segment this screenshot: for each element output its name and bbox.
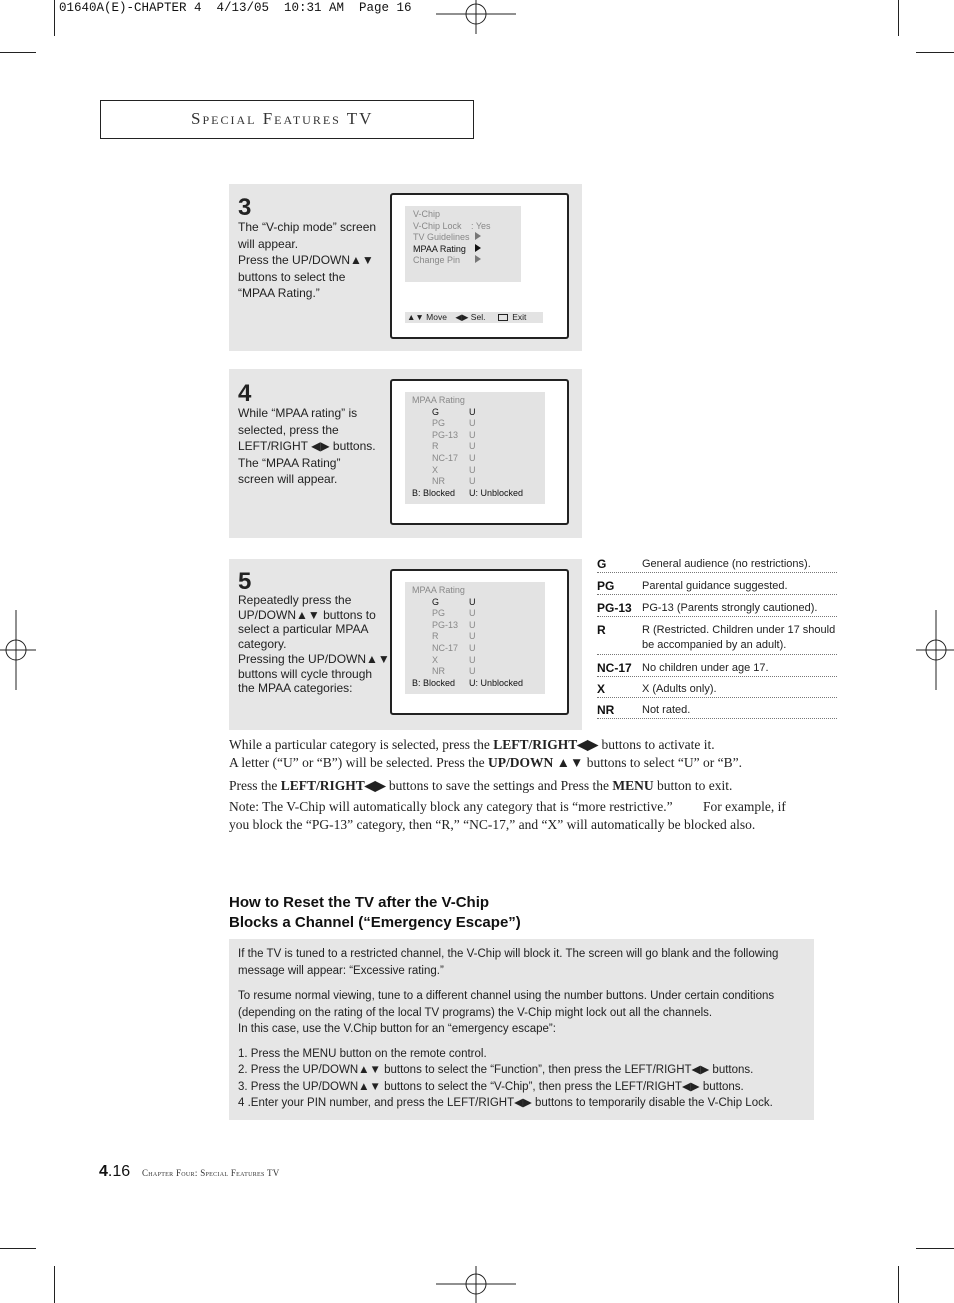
menu-item-vchip-lock: V-Chip Lock : Yes [413,220,491,231]
glossary-row: PG Parental guidance suggested. [597,573,837,595]
glossary-row: NR Not rated. [597,698,837,719]
arrow-right-icon [475,255,481,263]
step-number: 5 [238,568,252,595]
rating-row: PG U [432,418,476,429]
menu-title: MPAA Rating [412,395,465,405]
glossary-row: NC-17 No children under age 17. [597,655,837,677]
rating-row: NC-17 U [432,642,476,653]
section-heading: How to Reset the TV after the V-Chip Blocks a Channel (“Emergency Escape”) [229,894,521,931]
crop-mark [0,1248,36,1249]
arrow-right-icon [475,232,481,240]
rating-row: R U [432,441,476,452]
crop-mark [54,1266,55,1303]
step-text: Repeatedly press the UP/DOWN▲▼ buttons to select a particular MPAA category. Pressing the UP/DOWN▲▼ buttons will cycle through the MPAA categories: [238,593,390,696]
crop-mark [916,52,954,53]
step-4-panel [229,369,582,538]
rating-legend: B: Blocked U: Unblocked [412,487,524,498]
menu-item-mpaa-rating: MPAA Rating [413,244,521,256]
registration-mark [436,0,516,34]
step-3-panel [229,184,582,351]
note-paragraph: Note: The V-Chip will automatically block any category that is “more restrictive.” For example, if you block the “PG-13” category, then “R,” “NC-17,” and “X” will automatically be blocked also. [229,799,790,832]
rating-row: PG-13 U [432,429,476,440]
crop-mark [0,52,36,53]
reset-step: 4 .Enter your PIN number, and press the LEFT/RIGHT◀▶ buttons to temporarily disable the V-Chip Lock. [238,1097,773,1109]
reset-step: 2. Press the UP/DOWN▲▼ buttons to select the “Function”, then press the LEFT/RIGHT◀▶ buttons. [238,1064,754,1076]
rating-legend: B: Blocked U: Unblocked [412,677,524,688]
crop-mark [898,0,899,36]
glossary-row: PG-13 PG-13 (Parents strongly cautioned). [597,595,837,617]
registration-mark [0,610,36,690]
section-header [100,100,474,139]
rating-row: NR U [432,666,476,677]
rating-glossary [597,556,837,719]
instruction-paragraph: Press the LEFT/RIGHT◀▶ buttons to save the settings and Press the MENU button to exit. [229,778,733,793]
rating-row: X U [432,464,476,475]
vchip-menu [405,206,521,282]
menu-footer: ▲▼ Move ◀▶ Sel. Exit [405,312,543,323]
glossary-row: X X (Adults only). [597,677,837,698]
tv-screen [390,569,569,715]
rating-row: PG-13 U [432,619,476,630]
print-slug: 01640A(E)-CHAPTER 4 4/13/05 10:31 AM Page 16 [59,1,412,15]
mpaa-rating-menu [405,582,545,694]
glossary-row: R R (Restricted. Children under 17 should be accompanied by an adult). [597,617,837,655]
rating-row: G U [432,406,476,417]
section-title: Special Features TV [191,109,374,128]
step-text: The “V-chip mode” screen will appear. Press the UP/DOWN▲▼ buttons to select the “MPAA Rating.” [238,220,377,300]
step-number: 3 [238,194,252,221]
rating-row: NC-17 U [432,452,476,463]
rating-row: PG U [432,608,476,619]
tv-screen [390,193,569,339]
step-5-panel [229,559,582,730]
crop-mark [916,1248,954,1249]
menu-item-vchip: V-Chip [413,209,441,219]
crop-mark [54,0,55,36]
registration-mark [436,1266,516,1303]
step-number: 4 [238,380,252,407]
registration-mark [916,610,954,690]
running-footer: Chapter Four: Special Features TV [142,1168,280,1178]
menu-icon [498,314,508,321]
step-text: While “MPAA rating” is selected, press the LEFT/RIGHT ◀▶ buttons. The “MPAA Rating” screen will appear. [238,406,376,486]
rating-row: X U [432,654,476,665]
rating-row: G U [432,596,476,607]
menu-item-tv-guidelines: TV Guidelines [413,232,521,244]
mpaa-rating-menu [405,392,545,504]
menu-title: MPAA Rating [412,585,465,595]
instruction-paragraph: While a particular category is selected, press the LEFT/RIGHT◀▶ buttons to activate it. A letter (“U” or “B”) will be selected. Press the UP/DOWN ▲▼ buttons to select “U” or “B”. [229,737,742,770]
rating-row: NR U [432,476,476,487]
crop-mark [898,1266,899,1303]
glossary-row: G General audience (no restrictions). [597,556,837,573]
reset-step: 3. Press the UP/DOWN▲▼ buttons to select the “V-Chip”, then press the LEFT/RIGHT◀▶ buttons. [238,1080,744,1093]
arrow-right-icon [475,244,481,252]
tv-screen [390,379,569,525]
menu-item-change-pin: Change Pin [413,255,521,267]
emergency-escape-box: If the TV is tuned to a restricted channel, the V-Chip will block it. The screen will go blank and the following message will appear: “Excessive rating.” To resume normal viewing, tune to a different channel using the number buttons. Under certain conditions (depending on the rating of the local TV programs) the V-Chip might lock out all the channels. In this case, use the V.Chip button for an “emergency escape”: 1. Press the MENU button on the remote control. 2. Press the UP/DOWN▲▼ buttons to select the “Function”, then press the LEFT/RIGHT◀▶ buttons. 3. Press the UP/DOWN▲▼ buttons to select the “V-Chip”, then press the LEFT/RIGHT◀▶ buttons. 4 .Enter your PIN number, and press the LEFT/RIGHT◀▶ buttons to temporarily disable the V-Chip Lock. [229,939,814,1120]
rating-row: R U [432,631,476,642]
page-number: 4.16 [99,1163,131,1180]
reset-step: 1. Press the MENU button on the remote control. [238,1047,487,1060]
